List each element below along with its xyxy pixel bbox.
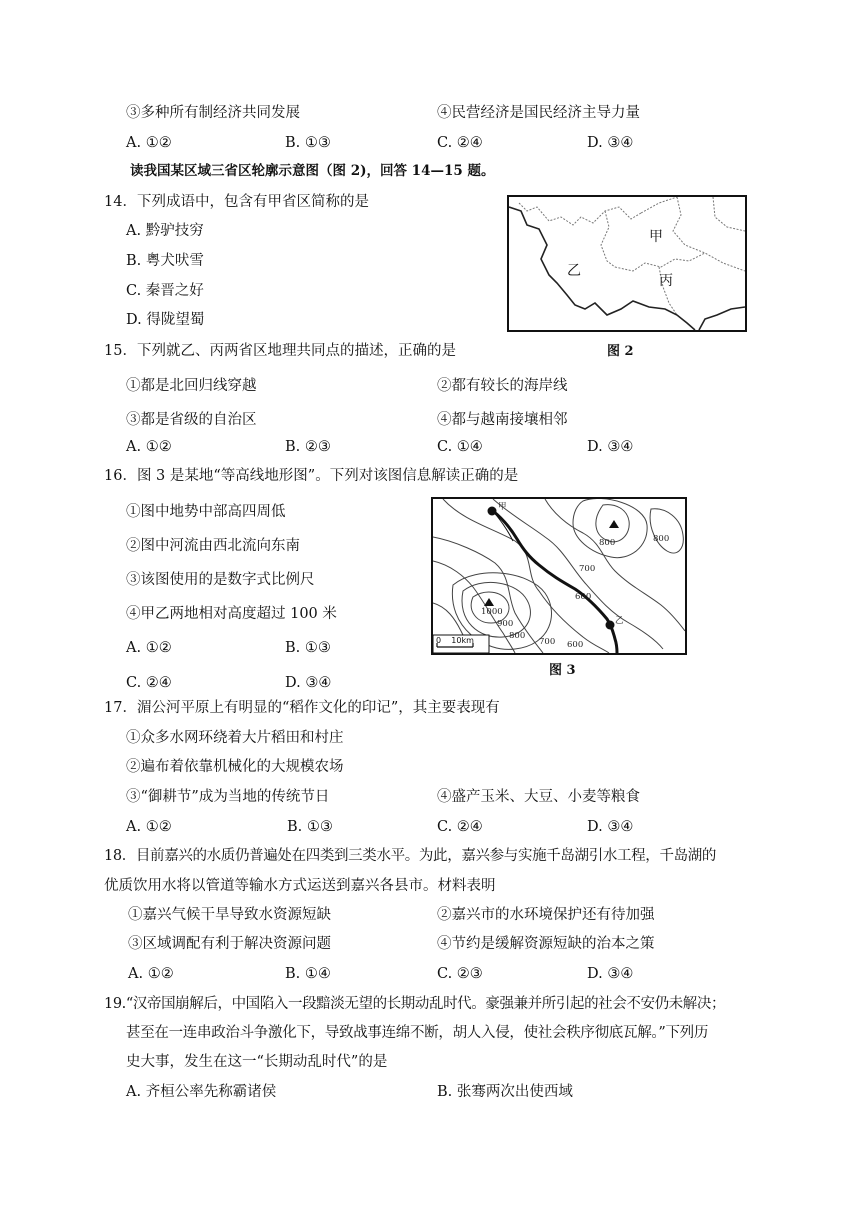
q15-choice-a: A. ①②	[126, 439, 172, 455]
label-jia: 甲	[649, 229, 663, 245]
q18-stem-line-1: 18．目前嘉兴的水质仍普遍处在四类到三类水平。为此，嘉兴参与实施千岛湖引水工程，千岛湖的	[104, 848, 717, 864]
contour-map	[433, 499, 685, 653]
figure-2-caption: 图 2	[607, 344, 634, 359]
peak-triangle-west	[484, 598, 494, 606]
q16-choice-b: B. ①③	[285, 640, 331, 656]
contour-label-600a: 600	[575, 592, 592, 602]
q17-option-4: ④盛产玉米、大豆、小麦等粮食	[437, 789, 640, 805]
q17-choice-a: A. ①②	[126, 819, 172, 835]
q18-option-3: ③区域调配有利于解决资源问题	[128, 936, 331, 952]
q14-option-a: A. 黔驴技穷	[126, 223, 204, 239]
q17-option-3: ③“御耕节”成为当地的传统节日	[126, 789, 330, 805]
figure-3-caption: 图 3	[549, 663, 576, 678]
q18-choice-a: A. ①②	[128, 966, 174, 982]
q17-choice-d: D. ③④	[587, 819, 634, 835]
q13-choice-c: C. ②④	[437, 135, 483, 151]
q18-option-1: ①嘉兴气候干旱导致水资源短缺	[128, 907, 331, 923]
q13-choice-d: D. ③④	[587, 135, 634, 151]
q16-option-1: ①图中地势中部高四周低	[126, 504, 286, 520]
q15-choice-c: C. ①④	[437, 439, 483, 455]
q18-choice-c: C. ②③	[437, 966, 483, 982]
q13-choice-a: A. ①②	[126, 135, 172, 151]
q19-stem-line-1: 19.“汉帝国崩解后，中国陷入一段黯淡无望的长期动乱时代。豪强兼并所引起的社会不安仍未解决；	[104, 996, 726, 1012]
scale-bar	[433, 635, 489, 653]
q18-option-2: ②嘉兴市的水环境保护还有待加强	[437, 907, 655, 923]
point-yi-marker	[606, 621, 615, 630]
contour-label-700b: 700	[539, 637, 556, 647]
q15-choice-b: B. ②③	[285, 439, 331, 455]
q19-stem-line-3: 史大事，发生在这一“长期动乱时代”的是	[126, 1054, 388, 1070]
q16-option-4: ④甲乙两地相对高度超过 100 米	[126, 606, 337, 622]
point-jia-marker	[488, 507, 497, 516]
intro-q14-15: 读我国某区域三省区轮廓示意图（图 2)，回答 14—15 题。	[130, 163, 495, 179]
contour-label-900: 900	[497, 619, 514, 629]
q13-choice-b: B. ①③	[285, 135, 331, 151]
q16-choice-a: A. ①②	[126, 640, 172, 656]
q15-option-4: ④都与越南接壤相邻	[437, 412, 568, 428]
contour-label-800a: 800	[599, 538, 616, 548]
q16-option-3: ③该图使用的是数字式比例尺	[126, 572, 315, 588]
q19-option-b: B. 张骞两次出使西域	[437, 1084, 573, 1100]
q19-option-a: A. 齐桓公率先称霸诸侯	[126, 1084, 277, 1100]
contour-label-800c: 800	[509, 631, 526, 641]
label-bing: 丙	[659, 273, 673, 289]
province-outline-map	[509, 197, 745, 330]
q13-option-3: ③多种所有制经济共同发展	[126, 105, 300, 121]
q18-option-4: ④节约是缓解资源短缺的治本之策	[437, 936, 655, 952]
q15-choice-d: D. ③④	[587, 439, 634, 455]
q17-stem: 17．湄公河平原上有明显的“稻作文化的印记”，其主要表现有	[104, 700, 500, 716]
q17-option-1: ①众多水网环绕着大片稻田和村庄	[126, 730, 344, 746]
point-yi-label: 乙	[615, 616, 624, 626]
q15-stem: 15．下列就乙、丙两省区地理共同点的描述，正确的是	[104, 343, 456, 359]
q15-option-3: ③都是省级的自治区	[126, 412, 257, 428]
q18-choice-d: D. ③④	[587, 966, 634, 982]
figure-2-map	[507, 195, 747, 332]
contour-label-800b: 800	[653, 534, 670, 544]
figure-3-contour-map	[431, 497, 687, 655]
q19-stem-line-2: 甚至在一连串政治斗争激化下，导致战事连绵不断，胡人入侵，使社会秩序彻底瓦解。”下列历	[126, 1025, 709, 1041]
q17-choice-c: C. ②④	[437, 819, 483, 835]
contour-label-600b: 600	[567, 640, 584, 650]
q14-stem: 14．下列成语中，包含有甲省区简称的是	[104, 194, 369, 210]
q13-option-4: ④民营经济是国民经济主导力量	[437, 105, 640, 121]
q15-option-2: ②都有较长的海岸线	[437, 378, 568, 394]
peak-triangle-east	[609, 520, 619, 528]
q16-choice-d: D. ③④	[285, 675, 332, 691]
q16-option-2: ②图中河流由西北流向东南	[126, 538, 300, 554]
q17-option-2: ②遍布着依靠机械化的大规模农场	[126, 759, 344, 775]
scale-label: 0 10km	[436, 636, 474, 645]
q14-option-c: C. 秦晋之好	[126, 283, 204, 299]
q18-choice-b: B. ①④	[285, 966, 331, 982]
q16-stem: 16．图 3 是某地“等高线地形图”。下列对该图信息解读正确的是	[104, 468, 519, 484]
q14-option-d: D. 得陇望蜀	[126, 312, 205, 328]
label-yi: 乙	[567, 263, 581, 279]
q16-choice-c: C. ②④	[126, 675, 172, 691]
contour-label-1000: 1000	[481, 607, 503, 617]
contour-label-700a: 700	[579, 564, 596, 574]
point-jia-label: 甲	[498, 502, 507, 512]
q14-option-b: B. 粤犬吠雪	[126, 253, 204, 269]
q17-choice-b: B. ①③	[287, 819, 333, 835]
q18-stem-line-2: 优质饮用水将以管道等输水方式运送到嘉兴各县市。材料表明	[104, 878, 496, 894]
q15-option-1: ①都是北回归线穿越	[126, 378, 257, 394]
